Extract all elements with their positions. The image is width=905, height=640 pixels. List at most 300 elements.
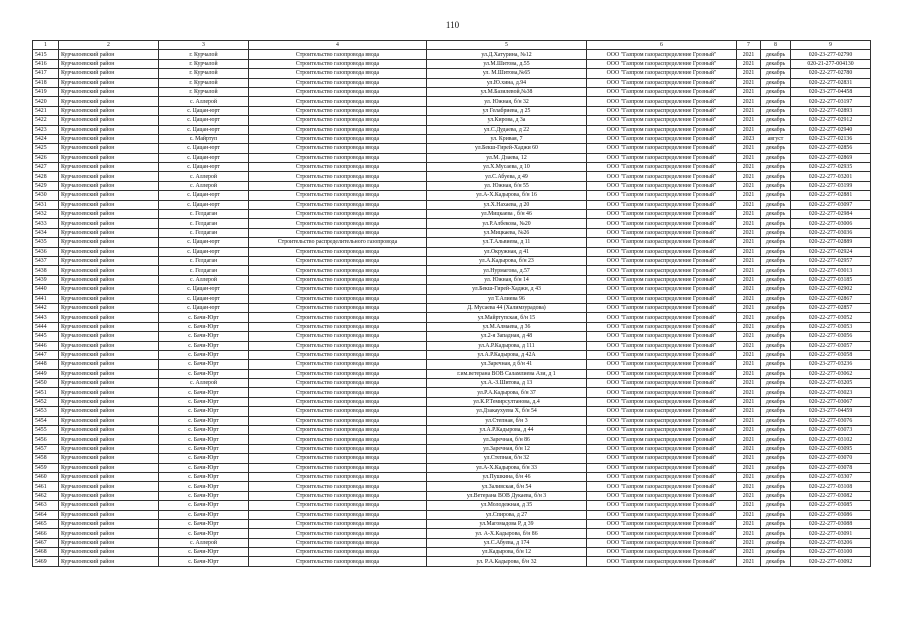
locality-cell: с. Цацан-юрт	[159, 303, 249, 312]
district-cell: Курчалоевский район	[59, 444, 159, 453]
address-cell: ул. Южная, б/н 14	[427, 275, 587, 284]
locality-cell: г. Курчалой	[159, 78, 249, 87]
operator-cell: ООО "Газпром газораспределение Грозный"	[587, 210, 737, 219]
table-row	[33, 463, 871, 472]
row-number-cell: 5438	[33, 266, 59, 275]
year-cell: 2021	[737, 256, 761, 265]
row-number-cell: 5463	[33, 501, 59, 510]
work-type-cell: Строительство газопровода ввода	[249, 463, 427, 472]
year-cell: 2021	[737, 407, 761, 416]
operator-cell: ООО "Газпром газораспределение Грозный"	[587, 529, 737, 538]
operator-cell: ООО "Газпром газораспределение Грозный"	[587, 69, 737, 78]
year-cell: 2021	[737, 78, 761, 87]
work-type-cell: Строительство газопровода ввода	[249, 134, 427, 143]
operator-cell: ООО "Газпром газораспределение Грозный"	[587, 388, 737, 397]
code-cell: 020-22-277-03097	[791, 200, 871, 209]
month-cell: декабрь	[761, 454, 791, 463]
row-number-cell: 5460	[33, 472, 59, 481]
address-cell: ул. Южная, б/н 55	[427, 181, 587, 190]
locality-cell: с. Бачи-Юрт	[159, 444, 249, 453]
address-cell: ул.А-Х.Кадырова, б/н 16	[427, 191, 587, 200]
month-cell: декабрь	[761, 350, 791, 359]
table-row	[33, 256, 871, 265]
work-type-cell: Строительство газопровода ввода	[249, 416, 427, 425]
row-number-cell: 5449	[33, 369, 59, 378]
row-number-cell: 5435	[33, 238, 59, 247]
row-number-cell: 5422	[33, 116, 59, 125]
operator-cell: ООО "Газпром газораспределение Грозный"	[587, 275, 737, 284]
table-row	[33, 163, 871, 172]
table-row	[33, 106, 871, 115]
operator-cell: ООО "Газпром газораспределение Грозный"	[587, 463, 737, 472]
code-cell: 020-22-277-03108	[791, 482, 871, 491]
year-cell: 2021	[737, 69, 761, 78]
code-cell: 020-22-277-03095	[791, 444, 871, 453]
row-number-cell: 5458	[33, 454, 59, 463]
year-cell: 2021	[737, 144, 761, 153]
month-cell: декабрь	[761, 538, 791, 547]
work-type-cell: Строительство газопровода ввода	[249, 322, 427, 331]
year-cell: 2021	[737, 557, 761, 566]
address-cell: ул.Заливская, б/н 54	[427, 482, 587, 491]
table-row	[33, 472, 871, 481]
address-cell: ул.М. Дзаева, 12	[427, 153, 587, 162]
table-row	[33, 491, 871, 500]
locality-cell: с. Аллерой	[159, 275, 249, 284]
year-cell: 2021	[737, 294, 761, 303]
year-cell: 2021	[737, 219, 761, 228]
district-cell: Курчалоевский район	[59, 332, 159, 341]
row-number-cell: 5453	[33, 407, 59, 416]
address-cell: ул Гелабриева, д 25	[427, 106, 587, 115]
locality-cell: с. Цацан-юрт	[159, 285, 249, 294]
month-cell: декабрь	[761, 200, 791, 209]
operator-cell: ООО "Газпром газораспределение Грозный"	[587, 87, 737, 96]
address-cell: ул.Р.А.Кадырова, б/н 37	[427, 388, 587, 397]
district-cell: Курчалоевский район	[59, 491, 159, 500]
locality-cell: с. Гелдаган	[159, 266, 249, 275]
district-cell: Курчалоевский район	[59, 472, 159, 481]
address-cell: ул.Окружная, д 41	[427, 247, 587, 256]
locality-cell: с. Бачи-Юрт	[159, 360, 249, 369]
locality-cell: с. Бачи-Юрт	[159, 491, 249, 500]
row-number-cell: 5467	[33, 538, 59, 547]
month-cell: декабрь	[761, 416, 791, 425]
district-cell: Курчалоевский район	[59, 228, 159, 237]
month-cell: декабрь	[761, 181, 791, 190]
operator-cell: ООО "Газпром газораспределение Грозный"	[587, 341, 737, 350]
address-cell: ул.Х.Мусаева, д 10	[427, 163, 587, 172]
address-cell: ул.Ю.хина, д.94	[427, 78, 587, 87]
table-row	[33, 548, 871, 557]
column-number-6: 6	[587, 41, 737, 50]
table-row	[33, 454, 871, 463]
table-row	[33, 144, 871, 153]
locality-cell: с. Бачи-Юрт	[159, 426, 249, 435]
operator-cell: ООО "Газпром газораспределение Грозный"	[587, 322, 737, 331]
table-row	[33, 219, 871, 228]
year-cell: 2021	[737, 388, 761, 397]
table-row	[33, 557, 871, 566]
code-cell: 020-22-277-02957	[791, 256, 871, 265]
row-number-cell: 5465	[33, 519, 59, 528]
work-type-cell: Строительство газопровода ввода	[249, 181, 427, 190]
operator-cell: ООО "Газпром газораспределение Грозный"	[587, 191, 737, 200]
code-cell: 020-22-277-03085	[791, 501, 871, 510]
address-cell: ул.Ветерана ВОВ Дукаева, б/н 3	[427, 491, 587, 500]
locality-cell: с. Бачи-Юрт	[159, 454, 249, 463]
table-row	[33, 181, 871, 190]
code-cell: 020-22-277-02984	[791, 210, 871, 219]
district-cell: Курчалоевский район	[59, 116, 159, 125]
district-cell: Курчалоевский район	[59, 350, 159, 359]
table-row	[33, 538, 871, 547]
table-row	[33, 303, 871, 312]
table-row	[33, 134, 871, 143]
code-cell: 020-22-277-03205	[791, 379, 871, 388]
year-cell: 2021	[737, 322, 761, 331]
locality-cell: г. Курчалой	[159, 50, 249, 59]
district-cell: Курчалоевский район	[59, 294, 159, 303]
table-row	[33, 210, 871, 219]
code-cell: 020-22-277-02857	[791, 303, 871, 312]
year-cell: 2021	[737, 463, 761, 472]
month-cell: декабрь	[761, 303, 791, 312]
code-cell: 020-22-277-03088	[791, 519, 871, 528]
address-cell: ул.Бекш-Гирей-Хаджи, д 43	[427, 285, 587, 294]
district-cell: Курчалоевский район	[59, 482, 159, 491]
year-cell: 2021	[737, 200, 761, 209]
code-cell: 020-23-277-02790	[791, 50, 871, 59]
table-row	[33, 238, 871, 247]
row-number-cell: 5434	[33, 228, 59, 237]
operator-cell: ООО "Газпром газораспределение Грозный"	[587, 557, 737, 566]
address-cell: ул Т.Алиева 96	[427, 294, 587, 303]
district-cell: Курчалоевский район	[59, 163, 159, 172]
operator-cell: ООО "Газпром газораспределение Грозный"	[587, 482, 737, 491]
month-cell: август	[761, 134, 791, 143]
locality-cell: с. Бачи-Юрт	[159, 501, 249, 510]
code-cell: 020-22-277-03067	[791, 397, 871, 406]
year-cell: 2021	[737, 125, 761, 134]
locality-cell: г. Курчалой	[159, 59, 249, 68]
table-row	[33, 416, 871, 425]
year-cell: 2023	[737, 134, 761, 143]
code-cell: 020-22-277-03056	[791, 332, 871, 341]
year-cell: 2021	[737, 435, 761, 444]
operator-cell: ООО "Газпром газораспределение Грозный"	[587, 435, 737, 444]
operator-cell: ООО "Газпром газораспределение Грозный"	[587, 219, 737, 228]
work-type-cell: Строительство распределительного газопровода	[249, 238, 427, 247]
district-cell: Курчалоевский район	[59, 210, 159, 219]
operator-cell: ООО "Газпром газораспределение Грозный"	[587, 125, 737, 134]
locality-cell: с. Гелдаган	[159, 210, 249, 219]
month-cell: декабрь	[761, 341, 791, 350]
address-cell: ул.А.-З.Шитова, д 13	[427, 379, 587, 388]
work-type-cell: Строительство газопровода ввода	[249, 210, 427, 219]
district-cell: Курчалоевский район	[59, 463, 159, 472]
address-cell: ул.А.Кадырова, б/н 23	[427, 256, 587, 265]
operator-cell: ООО "Газпром газораспределение Грозный"	[587, 285, 737, 294]
address-cell: ул.А-Х.Кадырова, б/н 33	[427, 463, 587, 472]
year-cell: 2021	[737, 538, 761, 547]
locality-cell: с. Аллерой	[159, 538, 249, 547]
table-row	[33, 482, 871, 491]
year-cell: 2021	[737, 172, 761, 181]
address-cell: ул.Мицкаева , б/н 46	[427, 210, 587, 219]
locality-cell: с. Бачи-Юрт	[159, 548, 249, 557]
operator-cell: ООО "Газпром газораспределение Грозный"	[587, 472, 737, 481]
row-number-cell: 5423	[33, 125, 59, 134]
table-row	[33, 228, 871, 237]
district-cell: Курчалоевский район	[59, 557, 159, 566]
month-cell: декабрь	[761, 379, 791, 388]
address-cell: ул.Т.Альвиева, д 11	[427, 238, 587, 247]
code-cell: 020-22-277-02924	[791, 247, 871, 256]
locality-cell: г. Курчалой	[159, 87, 249, 96]
address-cell: ул. Кривая, 7	[427, 134, 587, 143]
table-row	[33, 50, 871, 59]
work-type-cell: Строительство газопровода ввода	[249, 116, 427, 125]
code-cell: 020-22-277-02867	[791, 294, 871, 303]
row-number-cell: 5417	[33, 69, 59, 78]
month-cell: декабрь	[761, 144, 791, 153]
year-cell: 2021	[737, 181, 761, 190]
year-cell: 2021	[737, 87, 761, 96]
operator-cell: ООО "Газпром газораспределение Грозный"	[587, 491, 737, 500]
code-cell: 020-22-277-03091	[791, 529, 871, 538]
code-cell: 020-22-277-03053	[791, 322, 871, 331]
operator-cell: ООО "Газпром газораспределение Грозный"	[587, 266, 737, 275]
district-cell: Курчалоевский район	[59, 266, 159, 275]
month-cell: декабрь	[761, 78, 791, 87]
month-cell: декабрь	[761, 69, 791, 78]
table-row	[33, 294, 871, 303]
year-cell: 2021	[737, 266, 761, 275]
operator-cell: ООО "Газпром газораспределение Грозный"	[587, 313, 737, 322]
month-cell: декабрь	[761, 285, 791, 294]
month-cell: декабрь	[761, 548, 791, 557]
month-cell: декабрь	[761, 228, 791, 237]
table-row	[33, 519, 871, 528]
row-number-cell: 5459	[33, 463, 59, 472]
column-number-5: 5	[427, 41, 587, 50]
year-cell: 2021	[737, 210, 761, 219]
code-cell: 020-22-277-03185	[791, 275, 871, 284]
locality-cell: с. Цацан-юрт	[159, 247, 249, 256]
month-cell: декабрь	[761, 501, 791, 510]
operator-cell: ООО "Газпром газораспределение Грозный"	[587, 238, 737, 247]
year-cell: 2021	[737, 50, 761, 59]
month-cell: декабрь	[761, 210, 791, 219]
district-cell: Курчалоевский район	[59, 360, 159, 369]
code-cell: 020-22-277-03076	[791, 416, 871, 425]
work-type-cell: Строительство газопровода ввода	[249, 294, 427, 303]
district-cell: Курчалоевский район	[59, 256, 159, 265]
row-number-cell: 5418	[33, 78, 59, 87]
address-cell: ул.Спирова, д 27	[427, 510, 587, 519]
locality-cell: с. Гелдаган	[159, 228, 249, 237]
locality-cell: с. Цацан-юрт	[159, 106, 249, 115]
row-number-cell: 5429	[33, 181, 59, 190]
work-type-cell: Строительство газопровода ввода	[249, 388, 427, 397]
year-cell: 2021	[737, 369, 761, 378]
address-cell: ул.Заречная, д б/н 41	[427, 360, 587, 369]
table-row	[33, 360, 871, 369]
row-number-cell: 5430	[33, 191, 59, 200]
locality-cell: с. Цацан-юрт	[159, 294, 249, 303]
work-type-cell: Строительство газопровода ввода	[249, 256, 427, 265]
row-number-cell: 5464	[33, 510, 59, 519]
address-cell: ул.С.Дудаева, д 22	[427, 125, 587, 134]
column-number-7: 7	[737, 41, 761, 50]
operator-cell: ООО "Газпром газораспределение Грозный"	[587, 538, 737, 547]
code-cell: 020-22-277-02940	[791, 125, 871, 134]
row-number-cell: 5462	[33, 491, 59, 500]
district-cell: Курчалоевский район	[59, 97, 159, 106]
address-cell: ул.Мицкаева, №26	[427, 228, 587, 237]
column-number-4: 4	[249, 41, 427, 50]
work-type-cell: Строительство газопровода ввода	[249, 106, 427, 115]
operator-cell: ООО "Газпром газораспределение Грозный"	[587, 153, 737, 162]
locality-cell: с. Бачи-Юрт	[159, 388, 249, 397]
locality-cell: с. Аллерой	[159, 379, 249, 388]
code-cell: 020-22-277-03307	[791, 472, 871, 481]
month-cell: декабрь	[761, 313, 791, 322]
address-cell: ул.Степная, б/н 3	[427, 416, 587, 425]
month-cell: декабрь	[761, 369, 791, 378]
row-number-cell: 5427	[33, 163, 59, 172]
work-type-cell: Строительство газопровода ввода	[249, 426, 427, 435]
year-cell: 2021	[737, 332, 761, 341]
work-type-cell: Строительство газопровода ввода	[249, 97, 427, 106]
district-cell: Курчалоевский район	[59, 275, 159, 284]
locality-cell: с. Бачи-Юрт	[159, 313, 249, 322]
operator-cell: ООО "Газпром газораспределение Грозный"	[587, 548, 737, 557]
district-cell: Курчалоевский район	[59, 134, 159, 143]
column-number-8: 8	[761, 41, 791, 50]
month-cell: декабрь	[761, 510, 791, 519]
table-row	[33, 341, 871, 350]
address-cell: ул.Х.Нахаева, д 20	[427, 200, 587, 209]
operator-cell: ООО "Газпром газораспределение Грозный"	[587, 181, 737, 190]
row-number-cell: 5437	[33, 256, 59, 265]
row-number-cell: 5450	[33, 379, 59, 388]
code-cell: 020-22-277-03062	[791, 369, 871, 378]
table-row	[33, 78, 871, 87]
work-type-cell: Строительство газопровода ввода	[249, 341, 427, 350]
code-cell: 020-22-277-02856	[791, 144, 871, 153]
operator-cell: ООО "Газпром газораспределение Грозный"	[587, 303, 737, 312]
year-cell: 2021	[737, 153, 761, 162]
district-cell: Курчалоевский район	[59, 106, 159, 115]
table-row	[33, 322, 871, 331]
work-type-cell: Строительство газопровода ввода	[249, 266, 427, 275]
locality-cell: с. Бачи-Юрт	[159, 529, 249, 538]
code-cell: 020-22-277-03013	[791, 266, 871, 275]
operator-cell: ООО "Газпром газораспределение Грозный"	[587, 106, 737, 115]
table-row	[33, 313, 871, 322]
work-type-cell: Строительство газопровода ввода	[249, 397, 427, 406]
row-number-cell: 5461	[33, 482, 59, 491]
operator-cell: ООО "Газпром газораспределение Грозный"	[587, 407, 737, 416]
locality-cell: с. Бачи-Юрт	[159, 435, 249, 444]
year-cell: 2021	[737, 97, 761, 106]
code-cell: 020-23-277-04458	[791, 87, 871, 96]
locality-cell: с. Цацан-юрт	[159, 238, 249, 247]
code-cell: 020-22-277-03102	[791, 435, 871, 444]
operator-cell: ООО "Газпром газораспределение Грозный"	[587, 454, 737, 463]
code-cell: 020-22-277-02902	[791, 285, 871, 294]
month-cell: декабрь	[761, 247, 791, 256]
row-number-cell: 5440	[33, 285, 59, 294]
work-type-cell: Строительство газопровода ввода	[249, 407, 427, 416]
table-row	[33, 379, 871, 388]
district-cell: Курчалоевский район	[59, 219, 159, 228]
district-cell: Курчалоевский район	[59, 238, 159, 247]
table-row	[33, 87, 871, 96]
operator-cell: ООО "Газпром газораспределение Грозный"	[587, 510, 737, 519]
code-cell: 020-23-277-03236	[791, 360, 871, 369]
operator-cell: ООО "Газпром газораспределение Грозный"	[587, 144, 737, 153]
table-row	[33, 247, 871, 256]
work-type-cell: Строительство газопровода ввода	[249, 144, 427, 153]
locality-cell: с. Цацан-юрт	[159, 153, 249, 162]
operator-cell: ООО "Газпром газораспределение Грозный"	[587, 247, 737, 256]
month-cell: декабрь	[761, 163, 791, 172]
work-type-cell: Строительство газопровода ввода	[249, 172, 427, 181]
work-type-cell: Строительство газопровода ввода	[249, 510, 427, 519]
year-cell: 2021	[737, 350, 761, 359]
address-cell: ул.Бекш-Гирей-Хаджи 60	[427, 144, 587, 153]
operator-cell: ООО "Газпром газораспределение Грозный"	[587, 172, 737, 181]
district-cell: Курчалоевский район	[59, 59, 159, 68]
code-cell: 020-22-277-03057	[791, 341, 871, 350]
work-type-cell: Строительство газопровода ввода	[249, 444, 427, 453]
work-type-cell: Строительство газопровода ввода	[249, 313, 427, 322]
operator-cell: ООО "Газпром газораспределение Грозный"	[587, 350, 737, 359]
month-cell: декабрь	[761, 426, 791, 435]
district-cell: Курчалоевский район	[59, 285, 159, 294]
row-number-cell: 5439	[33, 275, 59, 284]
row-number-cell: 5415	[33, 50, 59, 59]
year-cell: 2021	[737, 444, 761, 453]
district-cell: Курчалоевский район	[59, 397, 159, 406]
district-cell: Курчалоевский район	[59, 435, 159, 444]
locality-cell: с. Бачи-Юрт	[159, 350, 249, 359]
table-row	[33, 200, 871, 209]
work-type-cell: Строительство газопровода ввода	[249, 153, 427, 162]
operator-cell: ООО "Газпром газораспределение Грозный"	[587, 360, 737, 369]
district-cell: Курчалоевский район	[59, 78, 159, 87]
row-number-cell: 5448	[33, 360, 59, 369]
year-cell: 2021	[737, 238, 761, 247]
operator-cell: ООО "Газпром газораспределение Грозный"	[587, 116, 737, 125]
address-cell: ул. А-Х.Кадырова, б/н 86	[427, 529, 587, 538]
address-cell: ул.А.Р.Кадырова, д 44	[427, 426, 587, 435]
table-row	[33, 444, 871, 453]
locality-cell: с. Бачи-Юрт	[159, 463, 249, 472]
operator-cell: ООО "Газпром газораспределение Грозный"	[587, 200, 737, 209]
operator-cell: ООО "Газпром газораспределение Грозный"	[587, 294, 737, 303]
locality-cell: с. Аллерой	[159, 181, 249, 190]
work-type-cell: Строительство газопровода ввода	[249, 69, 427, 78]
address-cell: ул.Кадырова, б/н 12	[427, 548, 587, 557]
month-cell: декабрь	[761, 519, 791, 528]
month-cell: декабрь	[761, 482, 791, 491]
code-cell: 020-22-277-03023	[791, 388, 871, 397]
district-cell: Курчалоевский район	[59, 426, 159, 435]
